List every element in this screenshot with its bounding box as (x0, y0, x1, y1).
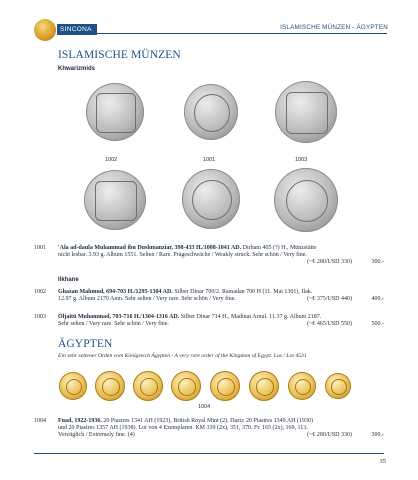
lot-1002-estimate: (~€ 375/USD 440) (307, 296, 352, 302)
lot-1001-price: 300.- (371, 259, 384, 265)
lot-number-1003: 1003 (34, 314, 46, 320)
lot-1001-title: 'Ala ad-daula Muhammad ibn Dushmanziar, 398-433 H./1008-1041 AD. (58, 245, 242, 251)
subhead-ilkhane: Ilkhane (58, 277, 79, 283)
header-rule (97, 33, 387, 34)
coin-1003-reverse (274, 168, 338, 232)
section-subtitle: Khwarizmids (58, 66, 96, 72)
lot-1004-title: Fuad, 1922-1936. (58, 418, 102, 424)
lot-1001-description (58, 245, 354, 259)
lot-1003-estimate: (~€ 465/USD 550) (307, 321, 352, 327)
gold-coin-2 (95, 371, 125, 401)
lot-1004-line3: Vorzüglich / Extremely fine. (4) (58, 432, 135, 439)
lot-1001-estimate: (~€ 280/USD 330) (307, 259, 352, 265)
lot-1004-estimate: (~€ 280/USD 330) (307, 432, 352, 438)
lot-1001-line2: nicht lesbar. 3.93 g. Album 1551. Selten / Rare. Prägeschwäche / Weakly struck. Sehr schön / Very fine. (58, 252, 307, 259)
page-number: 35 (379, 458, 386, 465)
coin-1003-obverse (275, 81, 337, 143)
lot-1002-price: 400.- (371, 296, 384, 302)
running-title: ISLAMISCHE MÜNZEN - ÄGYPTEN (280, 24, 388, 31)
gold-coin-3 (133, 371, 163, 401)
lot-1002-line2: 12.97 g. Album 2170 Anm. Sehr selten / Very rare. Sehr schön / Very fine. (58, 296, 236, 303)
coin-1002-reverse (84, 170, 146, 230)
gold-coin-7 (288, 372, 316, 400)
lot-1003-price: 500.- (371, 321, 384, 327)
footer-rule (34, 453, 384, 454)
lot-number-1004: 1004 (34, 418, 46, 424)
lot-number-1002: 1002 (34, 289, 46, 295)
lot-1003-title: Öljaitü Muhammad, 703-716 H./1304-1316 AD. (58, 314, 180, 320)
gold-coin-4 (171, 371, 201, 401)
sincona-logo-coin (34, 19, 56, 41)
gold-coin-1 (59, 372, 87, 400)
coin-label-1004: 1004 (198, 404, 211, 410)
coin-1002-obverse (86, 83, 144, 141)
lot-1003-line2: Sehr selten / Very rare. Sehr schön / Very fine. (58, 321, 169, 328)
coin-label-1001: 1001 (203, 157, 216, 163)
coin-label-1002: 1002 (105, 157, 118, 163)
lot-1001-text: Dirham 405 (?) H., Münzstätte (241, 245, 317, 251)
lot-number-1001: 1001 (34, 245, 46, 251)
egypt-note: Ein sehr seltener Orden vom Königreich Ägypten / A very rare order of the Kingdom of Egypt. Los / Lot 4531 (58, 353, 307, 359)
gold-coin-8 (325, 373, 351, 399)
lot-1003-text: Silber Dinar 714 H., Madinat Arnul. 11.37 g. Album 2187. (179, 314, 322, 320)
lot-1004-text: 20 Piastres 1341 AH (1923), British Royal Mint (2). Dazu: 20 Piastres 1349 AH (1930) (101, 418, 313, 424)
gold-coin-5 (210, 371, 240, 401)
lot-1004-line2: und 20 Piastres 1357 AH (1938). Lot von 4 Exemplaren. KM 339 (2x), 351, 370. Fr. 165 (2x), 169, 113. (58, 425, 308, 432)
lot-1002-title: Ghazan Mahmud, 694-703 H./1295-1304 AD. (58, 289, 173, 295)
brand-name: SINCONA (60, 25, 92, 33)
coin-label-1003: 1003 (295, 157, 308, 163)
coin-1001-reverse (182, 169, 240, 229)
coin-1001-obverse (184, 84, 238, 140)
lot-1004-price: 300.- (371, 432, 384, 438)
section-title-egypt: ÄGYPTEN (58, 338, 113, 350)
gold-coin-6 (249, 371, 279, 401)
section-title-islamic: ISLAMISCHE MÜNZEN (58, 49, 181, 61)
lot-1002-text: Silber Dinar 700/2. Ramadan 700 H (11. Mai 1301), Ilak. (172, 289, 313, 295)
